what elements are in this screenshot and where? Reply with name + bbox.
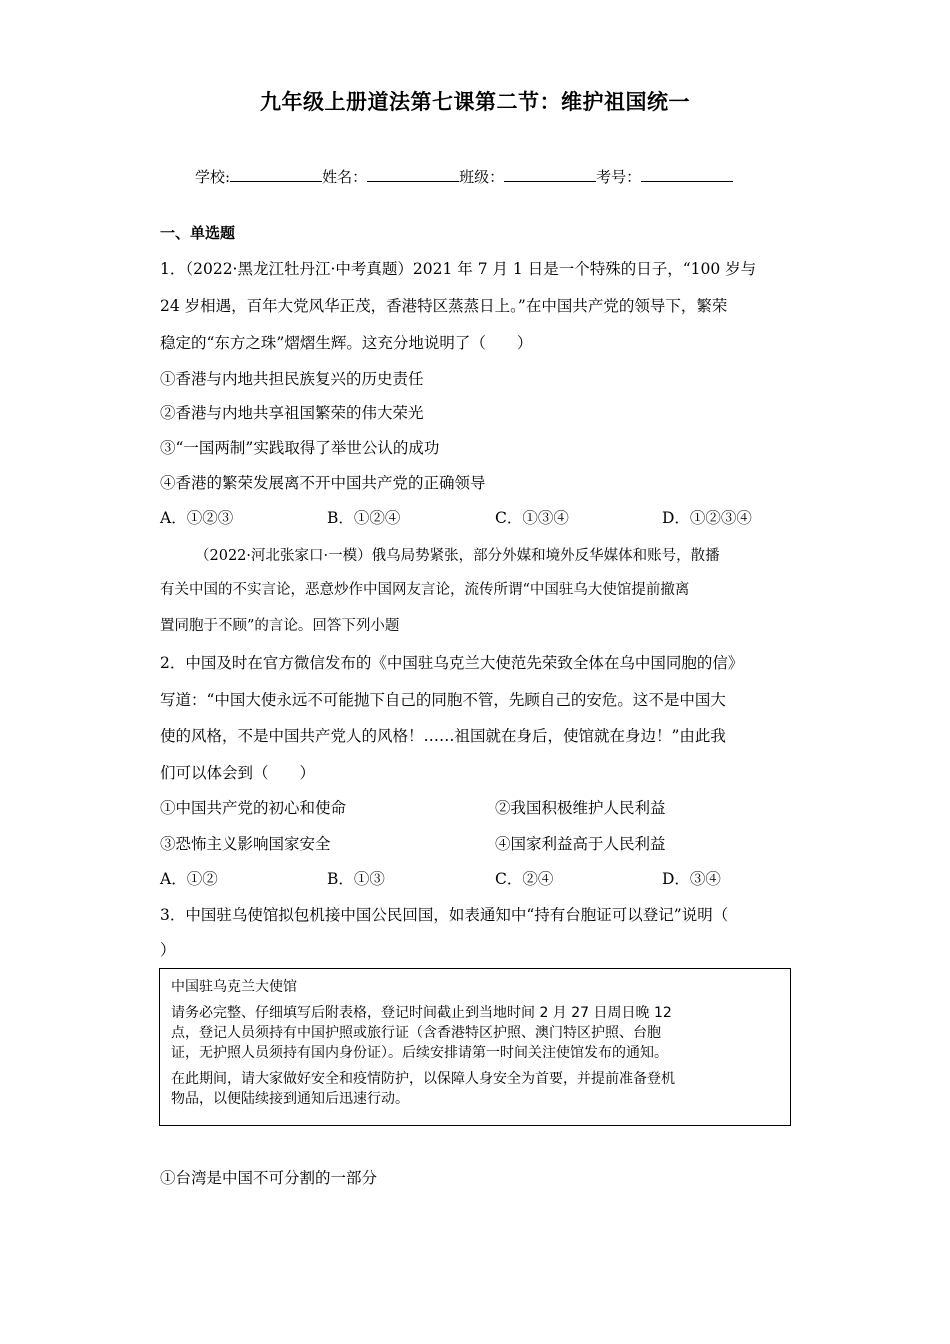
q2-option-d: D．③④	[662, 870, 721, 888]
q2-option-c: C．②④	[495, 870, 554, 888]
q1-stem-line: 24 岁相遇，百年大党风华正茂，香港特区蒸蒸日上。”在中国共产党的领导下，繁荣	[160, 297, 728, 315]
q2-option-a: A．①②	[160, 870, 218, 888]
material-line: 有关中国的不实言论，恶意炒作中国网友言论，流传所谓“中国驻乌大使馆提前撤离	[160, 582, 690, 598]
school-label: 学校:	[195, 168, 231, 186]
notice-line: 请务必完整、仔细填写后附表格，登记时间截止到当地时间 2 月 27 日周日晚 12	[171, 1005, 672, 1021]
q2-statement: ③恐怖主义影响国家安全	[160, 835, 331, 853]
q3-statement: ①台湾是中国不可分割的一部分	[160, 1169, 378, 1187]
notice-line: 在此期间，请大家做好安全和疫情防护，以保障人身安全为首要，并提前准备登机	[171, 1071, 675, 1087]
q1-statement: ④香港的繁荣发展离不开中国共产党的正确领导	[160, 474, 486, 492]
name-label: 姓名：	[322, 168, 368, 186]
page-title: 九年级上册道法第七课第二节：维护祖国统一	[260, 90, 690, 114]
q3-stem-line: 3．中国驻乌使馆拟包机接中国公民回国，如表通知中“持有台胞证可以登记”说明（	[160, 906, 729, 924]
exam-no-blank	[641, 167, 733, 182]
exam-no-label: 考号：	[596, 168, 642, 186]
q2-statement: ④国家利益高于人民利益	[495, 835, 666, 853]
q2-stem-line: 使的风格，不是中国共产党人的风格！……祖国就在身后，使馆就在身边！”由此我	[160, 727, 726, 745]
q1-stem-line: 稳定的“东方之珠”熠熠生辉。这充分地说明了（ ）	[160, 334, 533, 352]
q1-option-b: B．①②④	[327, 509, 401, 527]
q3-stem-line: ）	[160, 941, 176, 959]
q1-option-a: A．①②③	[160, 509, 234, 527]
section-heading: 一、单选题	[160, 224, 236, 242]
name-blank	[367, 167, 459, 182]
class-label: 班级：	[459, 168, 505, 186]
q2-stem-line: 2．中国及时在官方微信发布的《中国驻乌克兰大使范先荣致全体在乌中国同胞的信》	[160, 654, 744, 672]
q1-option-c: C．①③④	[495, 509, 569, 527]
q1-statement: ①香港与内地共担民族复兴的历史责任	[160, 370, 424, 388]
q2-statement: ①中国共产党的初心和使命	[160, 799, 347, 817]
school-blank	[230, 167, 322, 182]
notice-heading: 中国驻乌克兰大使馆	[171, 979, 297, 995]
q2-option-b: B．①③	[327, 870, 385, 888]
class-blank	[504, 167, 596, 182]
notice-line: 点，登记人员须持有中国护照或旅行证（含香港特区护照、澳门特区护照、台胞	[171, 1025, 661, 1041]
notice-line: 物品，以便陆续接到通知后迅速行动。	[171, 1091, 409, 1107]
q1-option-d: D．①②③④	[662, 509, 752, 527]
q2-statement: ②我国积极维护人民利益	[495, 799, 666, 817]
q2-stem-line: 们可以体会到（ ）	[160, 764, 316, 782]
notice-paragraph	[171, 1003, 779, 1063]
material-line: 置同胞于不顾”的言论。回答下列小题	[160, 618, 400, 634]
notice-line: 证，无护照人员须持有国内身份证）。后续安排请第一时间关注使馆发布的通知。	[171, 1045, 668, 1061]
q1-statement: ③“一国两制”实践取得了举世公认的成功	[160, 439, 440, 457]
notice-paragraph	[171, 1069, 779, 1109]
q1-stem-line: 1．（2022·黑龙江牡丹江·中考真题）2021 年 7 月 1 日是一个特殊的日子，“100 岁与	[160, 260, 757, 278]
student-info-line	[195, 166, 733, 187]
q2-stem-line: 写道：“中国大使永远不可能抛下自己的同胞不管，先顾自己的安危。这不是中国大	[160, 691, 726, 709]
q1-statement: ②香港与内地共享祖国繁荣的伟大荣光	[160, 404, 424, 422]
embassy-notice-box	[159, 968, 791, 1126]
material-line: （2022·河北张家口·一模）俄乌局势紧张，部分外媒和境外反华媒体和账号，散播	[195, 548, 720, 564]
